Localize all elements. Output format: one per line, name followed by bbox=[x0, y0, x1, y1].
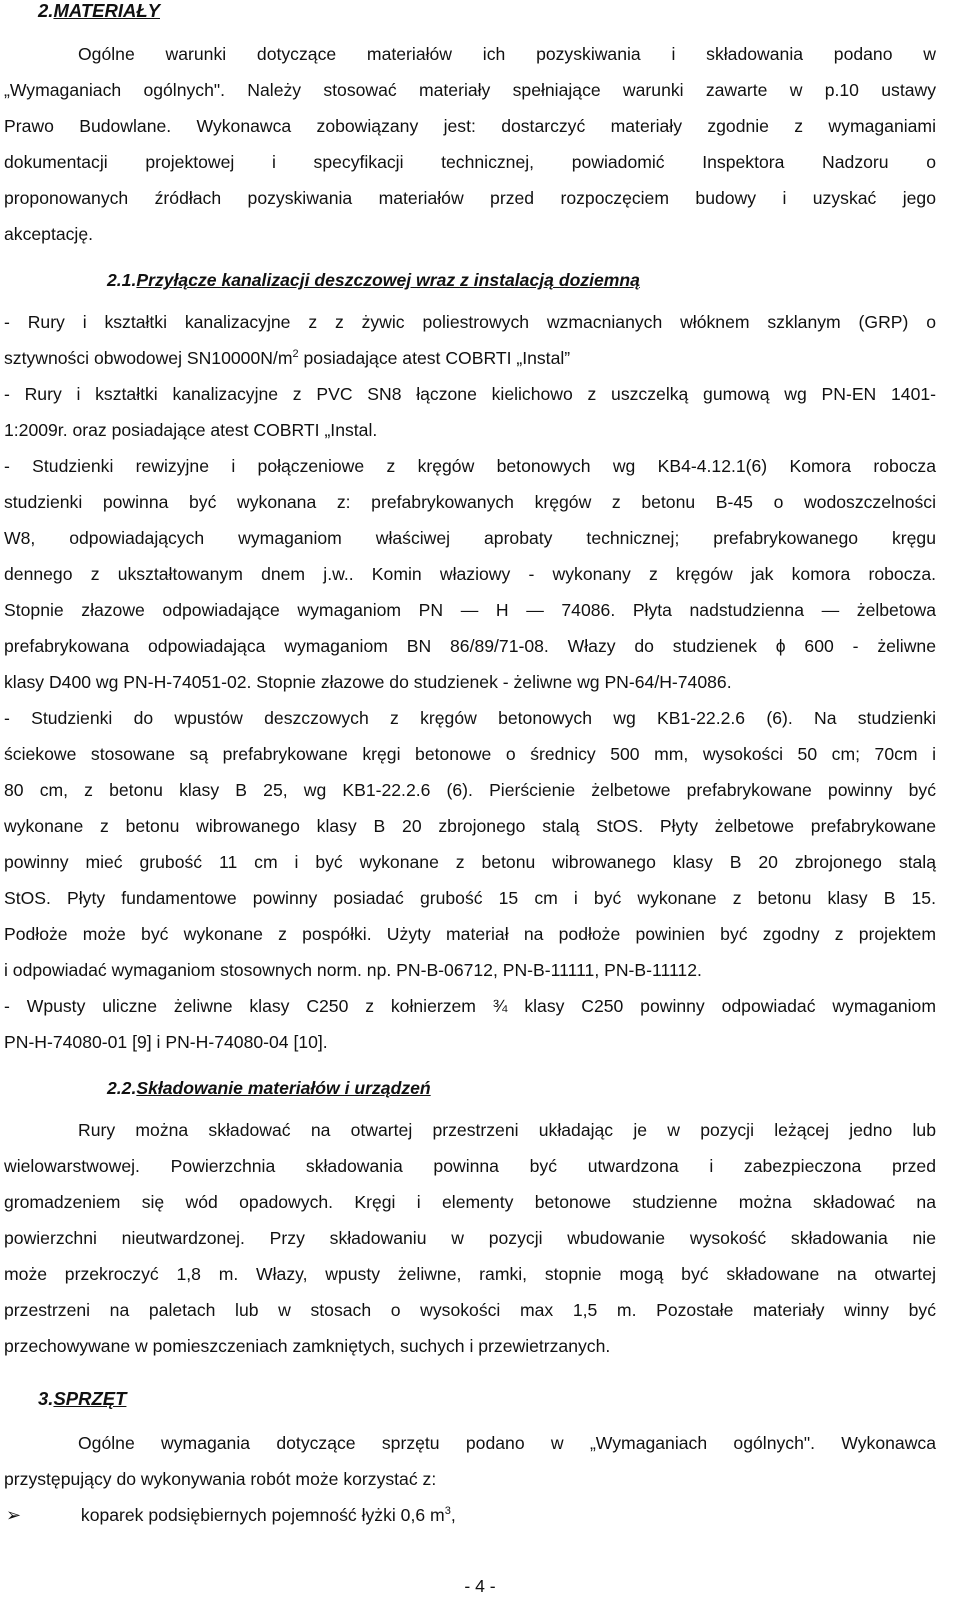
paragraph-line: może przekroczyć 1,8 m. Włazy, wpusty żeliwne, ramki, stopnie mogą być składowane na otwartej bbox=[4, 1264, 936, 1284]
section-number: 3. bbox=[38, 1388, 54, 1409]
paragraph-line: i odpowiadać wymaganiom stosownych norm. np. PN-B-06712, PN-B-11111, PN-B-11112. bbox=[4, 960, 702, 980]
paragraph-line: - Rury i kształtki kanalizacyjne z z żywic poliestrowych wzmacnianych włóknem szklanym (GRP) o bbox=[4, 312, 936, 332]
paragraph-line: akceptację. bbox=[4, 224, 93, 244]
paragraph-line: Ogólne warunki dotyczące materiałów ich pozyskiwania i składowania podano w bbox=[78, 44, 936, 64]
subsection-number: 2.1. bbox=[107, 270, 137, 290]
paragraph-line: Podłoże może być wykonane z pospółki. Użyty materiał na podłoże powinien być zgodny z projektem bbox=[4, 924, 936, 944]
paragraph-line: - Rury i kształtki kanalizacyjne z PVC SN8 łączone kielichowo z uszczelką gumową wg PN-EN 1401- bbox=[4, 384, 936, 404]
paragraph-line: dennego z ukształtowanym dnem j.w.. Komin właziowy - wykonany z kręgów jak komora robocza. bbox=[4, 564, 936, 584]
subsection-title: Składowanie materiałów i urządzeń bbox=[136, 1078, 431, 1098]
paragraph-line: dokumentacji projektowej i specyfikacji technicznej, powiadomić Inspektora Nadzoru o bbox=[4, 152, 936, 172]
paragraph-line: Ogólne wymagania dotyczące sprzętu podano w „Wymaganiach ogólnych". Wykonawca bbox=[78, 1433, 936, 1453]
paragraph-line: ściekowe stosowane są prefabrykowane kręgi betonowe o średnicy 500 mm, wysokości 50 cm; 70cm i bbox=[4, 744, 936, 764]
paragraph-line: proponowanych źródłach pozyskiwania materiałów przed rozpoczęciem budowy i uzyskać jego bbox=[4, 188, 936, 208]
paragraph-line: StOS. Płyty fundamentowe powinny posiadać grubość 15 cm i być wykonane z betonu klasy B 15. bbox=[4, 888, 936, 908]
paragraph-line: Rury można składować na otwartej przestrzeni układając je w pozycji leżącej jedno lub bbox=[78, 1120, 936, 1140]
paragraph-line: wielowarstwowej. Powierzchnia składowania powinna być utwardzona i zabezpieczona przed bbox=[4, 1156, 936, 1176]
paragraph-line: przechowywane w pomieszczeniach zamkniętych, suchych i przewietrzanych. bbox=[4, 1336, 611, 1356]
paragraph-line: gromadzeniem się wód opadowych. Kręgi i elementy betonowe studzienne można składować na bbox=[4, 1192, 936, 1212]
subsection-title: Przyłącze kanalizacji deszczowej wraz z instalacją doziemną bbox=[136, 270, 640, 290]
arrow-bullet-icon: ➢ bbox=[6, 1505, 22, 1525]
paragraph-line: powierzchni nieutwardzonej. Przy składowaniu w pozycji wbudowanie wysokość składowania nie bbox=[4, 1228, 936, 1248]
section-title: SPRZĘT bbox=[53, 1388, 127, 1409]
paragraph-line: 80 cm, z betonu klasy B 25, wg KB1-22.2.6 (6). Pierścienie żelbetowe prefabrykowane powinny być bbox=[4, 780, 936, 800]
paragraph-line: W8, odpowiadających wymaganiom właściwej aprobaty technicznej; prefabrykowanego kręgu bbox=[4, 528, 936, 548]
superscript: 2 bbox=[292, 348, 299, 360]
section-heading-equipment bbox=[38, 1388, 126, 1410]
paragraph-line: - Studzienki do wpustów deszczowych z kręgów betonowych wg KB1-22.2.6 (6). Na studzienki bbox=[4, 708, 936, 728]
paragraph-line: prefabrykowana odpowiadająca wymaganiom BN 86/89/71-08. Włazy do studzienek ϕ 600 - żeliwne bbox=[4, 636, 936, 656]
paragraph-line: powinny mieć grubość 11 cm i być wykonane z betonu wibrowanego klasy B 20 zbrojonego stalą bbox=[4, 852, 936, 872]
bullet-item bbox=[6, 1504, 456, 1526]
paragraph-line: studzienki powinna być wykonana z: prefabrykowanych kręgów z betonu B-45 o wodoszczelności bbox=[4, 492, 936, 512]
text-run: posiadające atest COBRTI „Instal” bbox=[298, 348, 571, 368]
page-number: - 4 - bbox=[464, 1576, 496, 1596]
subsection-heading-storage bbox=[107, 1077, 431, 1099]
paragraph-line: wykonane z betonu wibrowanego klasy B 20 zbrojonego stalą StOS. Płyty żelbetowe prefabrykowane bbox=[4, 816, 936, 836]
paragraph-line: Stopnie złazowe odpowiadające wymaganiom PN — H — 74086. Płyta nadstudzienna — żelbetowa bbox=[4, 600, 936, 620]
text-run: sztywności obwodowej SN10000N/m bbox=[4, 348, 293, 368]
paragraph-line: przestrzeni na paletach lub w stosach o wysokości max 1,5 m. Pozostałe materiały winny być bbox=[4, 1300, 936, 1320]
bullet-tail: , bbox=[450, 1505, 456, 1525]
paragraph-line: Prawo Budowlane. Wykonawca zobowiązany jest: dostarczyć materiały zgodnie z wymaganiami bbox=[4, 116, 936, 136]
superscript: 3 bbox=[444, 1505, 451, 1517]
subsection-number: 2.2. bbox=[107, 1078, 137, 1098]
paragraph-line: „Wymaganiach ogólnych". Należy stosować materiały spełniające warunki zawarte w p.10 ustawy bbox=[4, 80, 936, 100]
paragraph-line: - Studzienki rewizyjne i połączeniowe z kręgów betonowych wg KB4-4.12.1(6) Komora robocza bbox=[4, 456, 936, 476]
paragraph-line: PN-H-74080-01 [9] i PN-H-74080-04 [10]. bbox=[4, 1032, 328, 1052]
section-number: 2. bbox=[38, 0, 54, 21]
paragraph-line: przystępujący do wykonywania robót może korzystać z: bbox=[4, 1469, 437, 1489]
bullet-text: koparek podsiębiernych pojemność łyżki 0,6 m bbox=[80, 1505, 445, 1525]
paragraph-line: 1:2009r. oraz posiadające atest COBRTI „Instal. bbox=[4, 420, 378, 440]
paragraph-line: - Wpusty uliczne żeliwne klasy C250 z kołnierzem ¾ klasy C250 powinny odpowiadać wymaganiom bbox=[4, 996, 936, 1016]
section-heading-materials bbox=[38, 0, 160, 22]
subsection-heading-stormwater bbox=[107, 269, 640, 291]
paragraph-line bbox=[4, 347, 570, 369]
paragraph-line: klasy D400 wg PN-H-74051-02. Stopnie złazowe do studzienek - żeliwne wg PN-64/H-74086. bbox=[4, 672, 732, 692]
section-title: MATERIAŁY bbox=[53, 0, 160, 21]
